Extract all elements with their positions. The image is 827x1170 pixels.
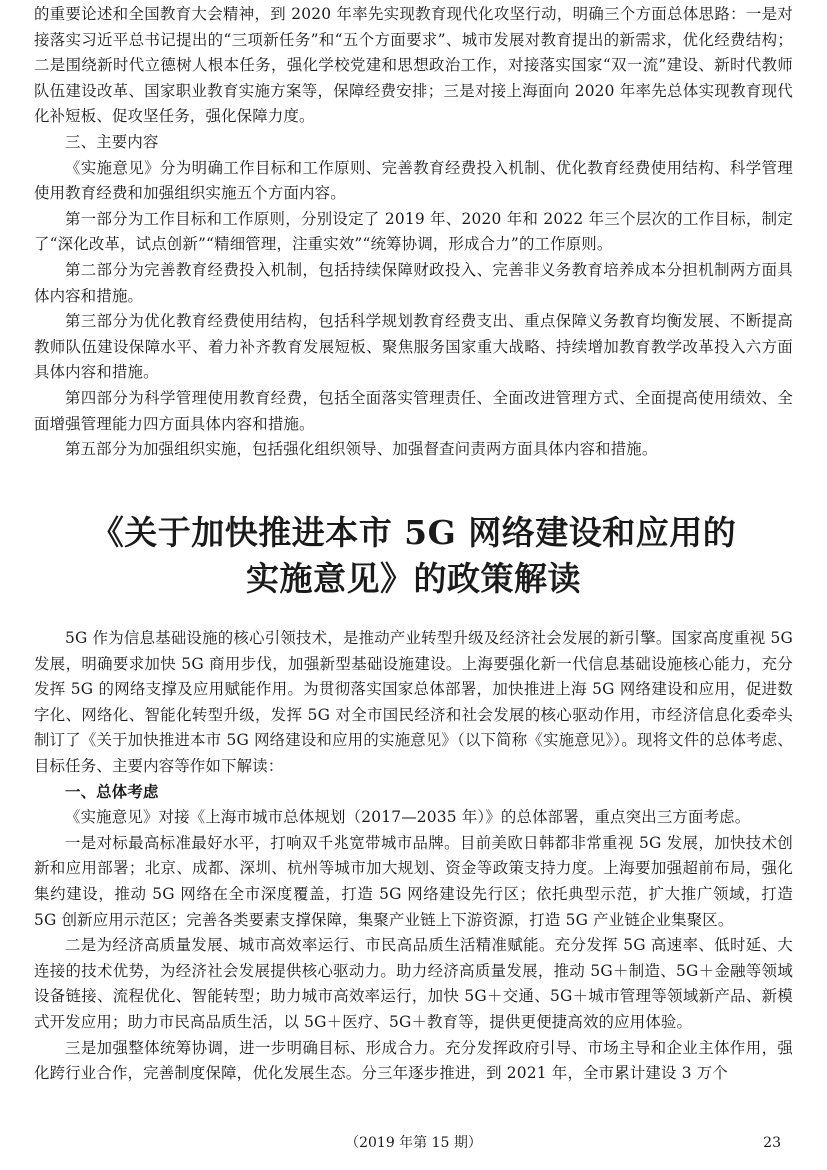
- article-title-line-2: 实施意见》的政策解读: [246, 559, 581, 598]
- section-heading: 三、主要内容: [65, 132, 159, 151]
- paragraph: 第四部分为科学管理使用教育经费，包括全面落实管理责任、全面改进管理方式、全面提高使用绩效、全面增强管理能力四方面具体内容和措施。: [34, 388, 793, 433]
- paragraph: 《实施意见》对接《上海市城市总体规划（2017—2035 年）》的总体部署，重点突出三方面考虑。: [65, 808, 751, 827]
- article-title: [34, 510, 793, 602]
- paragraph: 三是加强整体统筹协调，进一步明确目标、形成合力。充分发挥政府引导、市场主导和企业主体作用，强化跨行业合作，完善制度保障，优化发展生态。分三年逐步推进，到 2021 年，全市累计建设 3 万个: [34, 1038, 793, 1083]
- paragraph: 第三部分为优化教育经费使用结构，包括科学规划教育经费支出、重点保障义务教育均衡发展、不断提高教师队伍建设保障水平、着力补齐教育发展短板、聚焦服务国家重大战略、持续增加教育教学改革投入六方面具体内容和措施。: [34, 312, 793, 382]
- paragraph: 第二部分为完善教育经费投入机制，包括持续保障财政投入、完善非义务教育培养成本分担机制两方面具体内容和措施。: [34, 260, 793, 305]
- paragraph: 第五部分为加强组织实施，包括强化组织领导、加强督查问责两方面具体内容和措施。: [65, 440, 658, 459]
- paragraph: 5G 作为信息基础设施的核心引领技术，是推动产业转型升级及经济社会发展的新引擎。国家高度重视 5G 发展，明确要求加快 5G 商用步伐，加强新型基础设施建设。上海要强化新一代信息基础设施核心能力，充分发挥 5G 的网络支撑及应用赋能作用。为贯彻落实国家总体部署，加快推进上海 5G 网络建设和应用，促进数字化、网络化、智能化转型升级，发挥 5G 对全市国民经济和社会发展的核心驱动作用，市经济信息化委牵头制订了《关于加快推进本市 5G 网络建设和应用的实施意见》（以下简称《实施意见》）。现将文件的总体考虑、目标任务、主要内容等作如下解读：: [34, 629, 793, 775]
- paragraph: 二是为经济高质量发展、城市高效率运行、市民高品质生活精准赋能。充分发挥 5G 高速率、低时延、大连接的技术优势，为经济社会发展提供核心驱动力。助力经济高质量发展，推动 5G＋制造、5G＋金融等领域设备链接、流程优化、智能转型；助力城市高效率运行，加快 5G＋交通、5G＋城市管理等领域新产品、新模式开发应用；助力市民高品质生活，以 5G＋医疗、5G＋教育等，提供更便捷高效的应用体验。: [34, 936, 793, 1031]
- article-body: [34, 626, 793, 1087]
- paragraph: 的重要论述和全国教育大会精神，到 2020 年率先实现教育现代化攻坚行动，明确三个方面总体思路：一是对接落实习近平总书记提出的“三项新任务”和“五个方面要求”、城市发展对教育提出的新需求，优化经费结构；二是围绕新时代立德树人根本任务，强化学校党建和思想政治工作，对接落实国家“双一流”建设、新时代教师队伍建设改革、国家职业教育实施方案等，保障经费安排；三是对接上海面向 2020 年率先总体实现教育现代化补短板、促攻坚任务，强化保障力度。: [34, 5, 793, 126]
- paragraph: 一是对标最高标准最好水平，打响双千兆宽带城市品牌。目前美欧日韩都非常重视 5G 发展，加快技术创新和应用部署；北京、成都、深圳、杭州等城市加大规划、资金等政策支持力度。上海要加强超前布局，强化集约建设，推动 5G 网络在全市深度覆盖，打造 5G 网络建设先行区；依托典型示范，扩大推广领域，打造 5G 创新应用示范区；完善各类要素支撑保障，集聚产业链上下游资源，打造 5G 产业链企业集聚区。: [34, 833, 793, 929]
- section-heading: 一、总体考虑: [65, 782, 159, 801]
- paragraph: 《实施意见》分为明确工作目标和工作原则、完善教育经费投入机制、优化教育经费使用结构、科学管理使用教育经费和加强组织实施五个方面内容。: [34, 158, 793, 203]
- paragraph: 第一部分为工作目标和工作原则，分别设定了 2019 年、2020 年和 2022 年三个层次的工作目标，制定了“深化改革，试点创新”“精细管理，注重实效”“统筹协调，形成合力”的工作原则。: [34, 209, 793, 254]
- page-number: 23: [763, 1135, 781, 1151]
- issue-label: （2019 年第 15 期）: [345, 1135, 482, 1151]
- article-title-line-1: 《关于加快推进本市 5G 网络建设和应用的: [90, 513, 737, 552]
- previous-article-continuation: [34, 2, 793, 463]
